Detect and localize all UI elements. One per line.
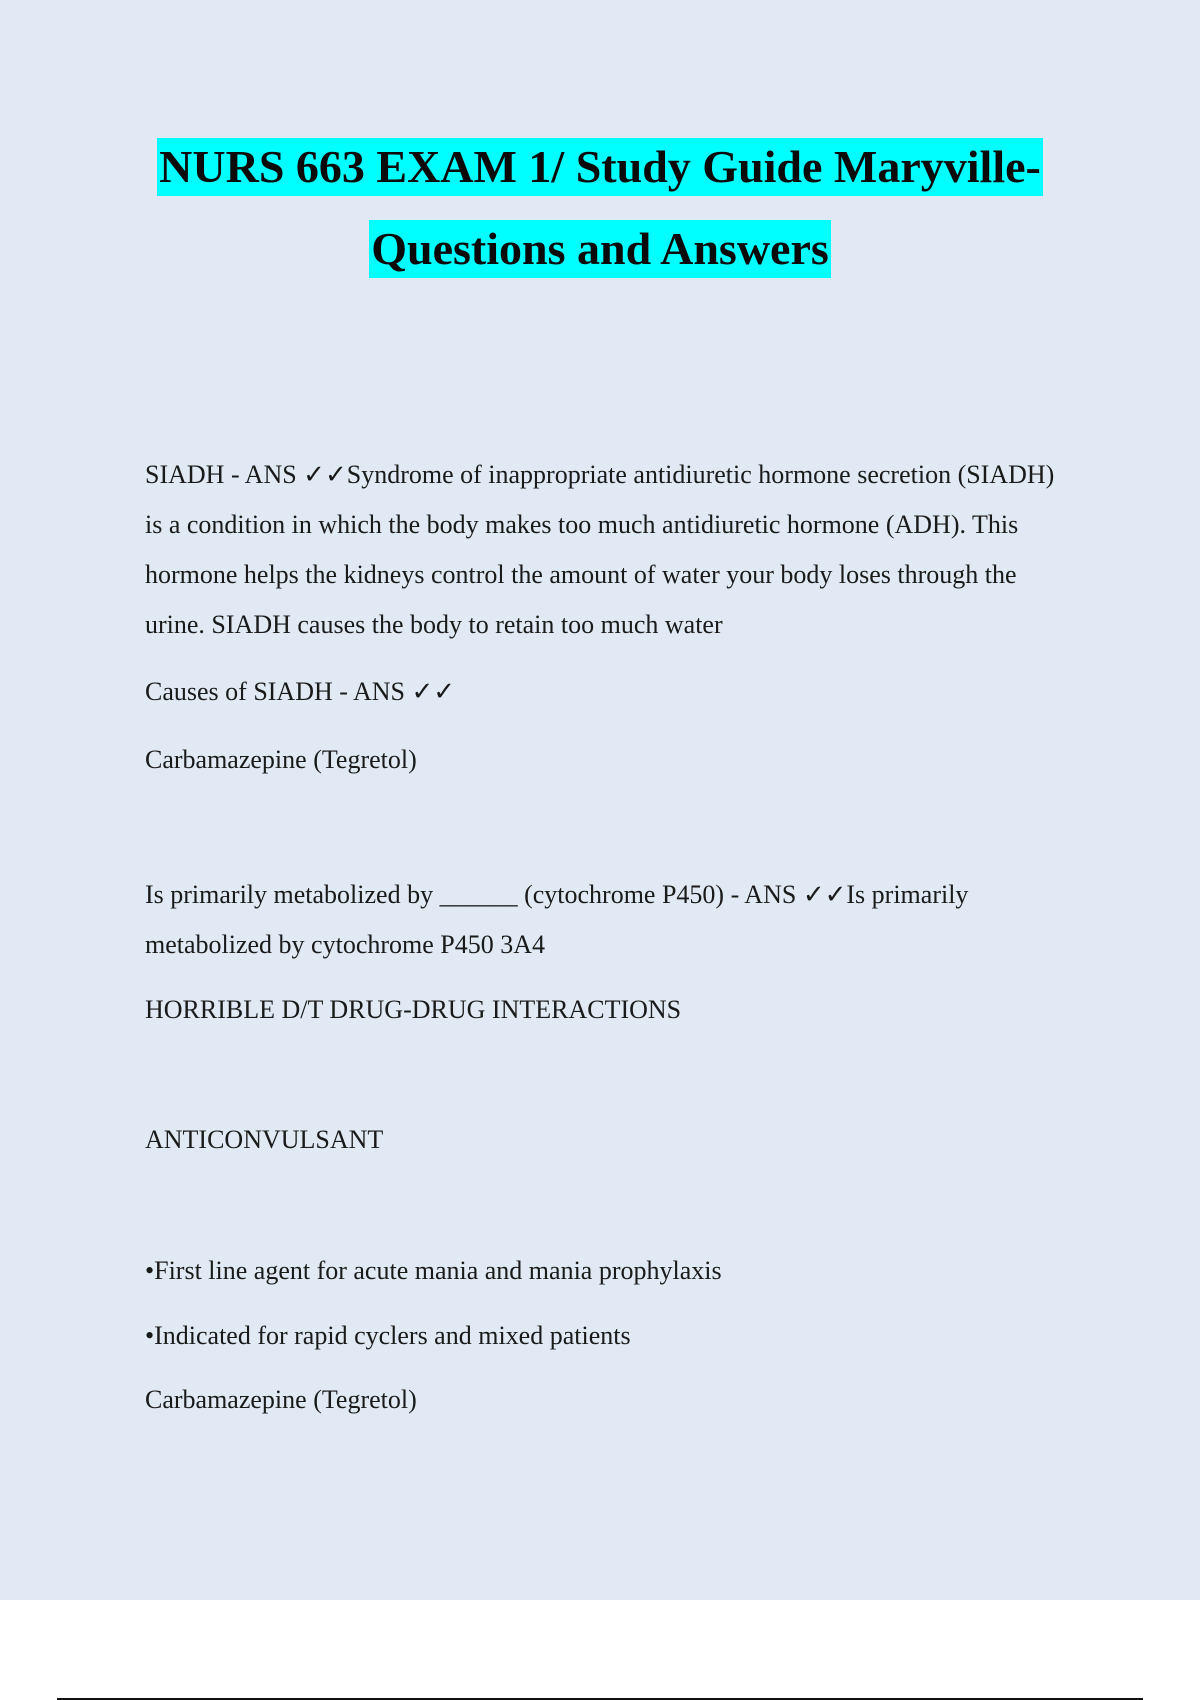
note-drug-interactions: HORRIBLE D/T DRUG-DRUG INTERACTIONS (145, 995, 682, 1024)
document-title (0, 138, 1200, 278)
qa-siadh-definition: SIADH - ANS ✓✓Syndrome of inappropriate antidiuretic hormone secretion (SIADH) is a condition in which the body makes too much antidiuretic hormone (ADH). This hormone helps the kidneys control the amount of water your body loses through the urine. SIADH causes the body to retain too much water (145, 460, 1055, 639)
bullet-first-line-agent: •First line agent for acute mania and mania prophylaxis (145, 1256, 722, 1285)
answer-carbamazepine-2: Carbamazepine (Tegretol) (145, 1385, 417, 1414)
title-line-1: NURS 663 EXAM 1/ Study Guide Maryville- (157, 138, 1043, 196)
note-anticonvulsant: ANTICONVULSANT (145, 1125, 384, 1154)
answer-carbamazepine-1: Carbamazepine (Tegretol) (145, 745, 417, 774)
bullet-rapid-cyclers: •Indicated for rapid cyclers and mixed patients (145, 1321, 631, 1350)
qa-siadh-causes: Causes of SIADH - ANS ✓✓ (145, 677, 456, 706)
qa-metabolism: Is primarily metabolized by ______ (cytochrome P450) - ANS ✓✓Is primarily metabolized by cytochrome P450 3A4 (145, 880, 969, 959)
title-line-2: Questions and Answers (369, 220, 831, 278)
